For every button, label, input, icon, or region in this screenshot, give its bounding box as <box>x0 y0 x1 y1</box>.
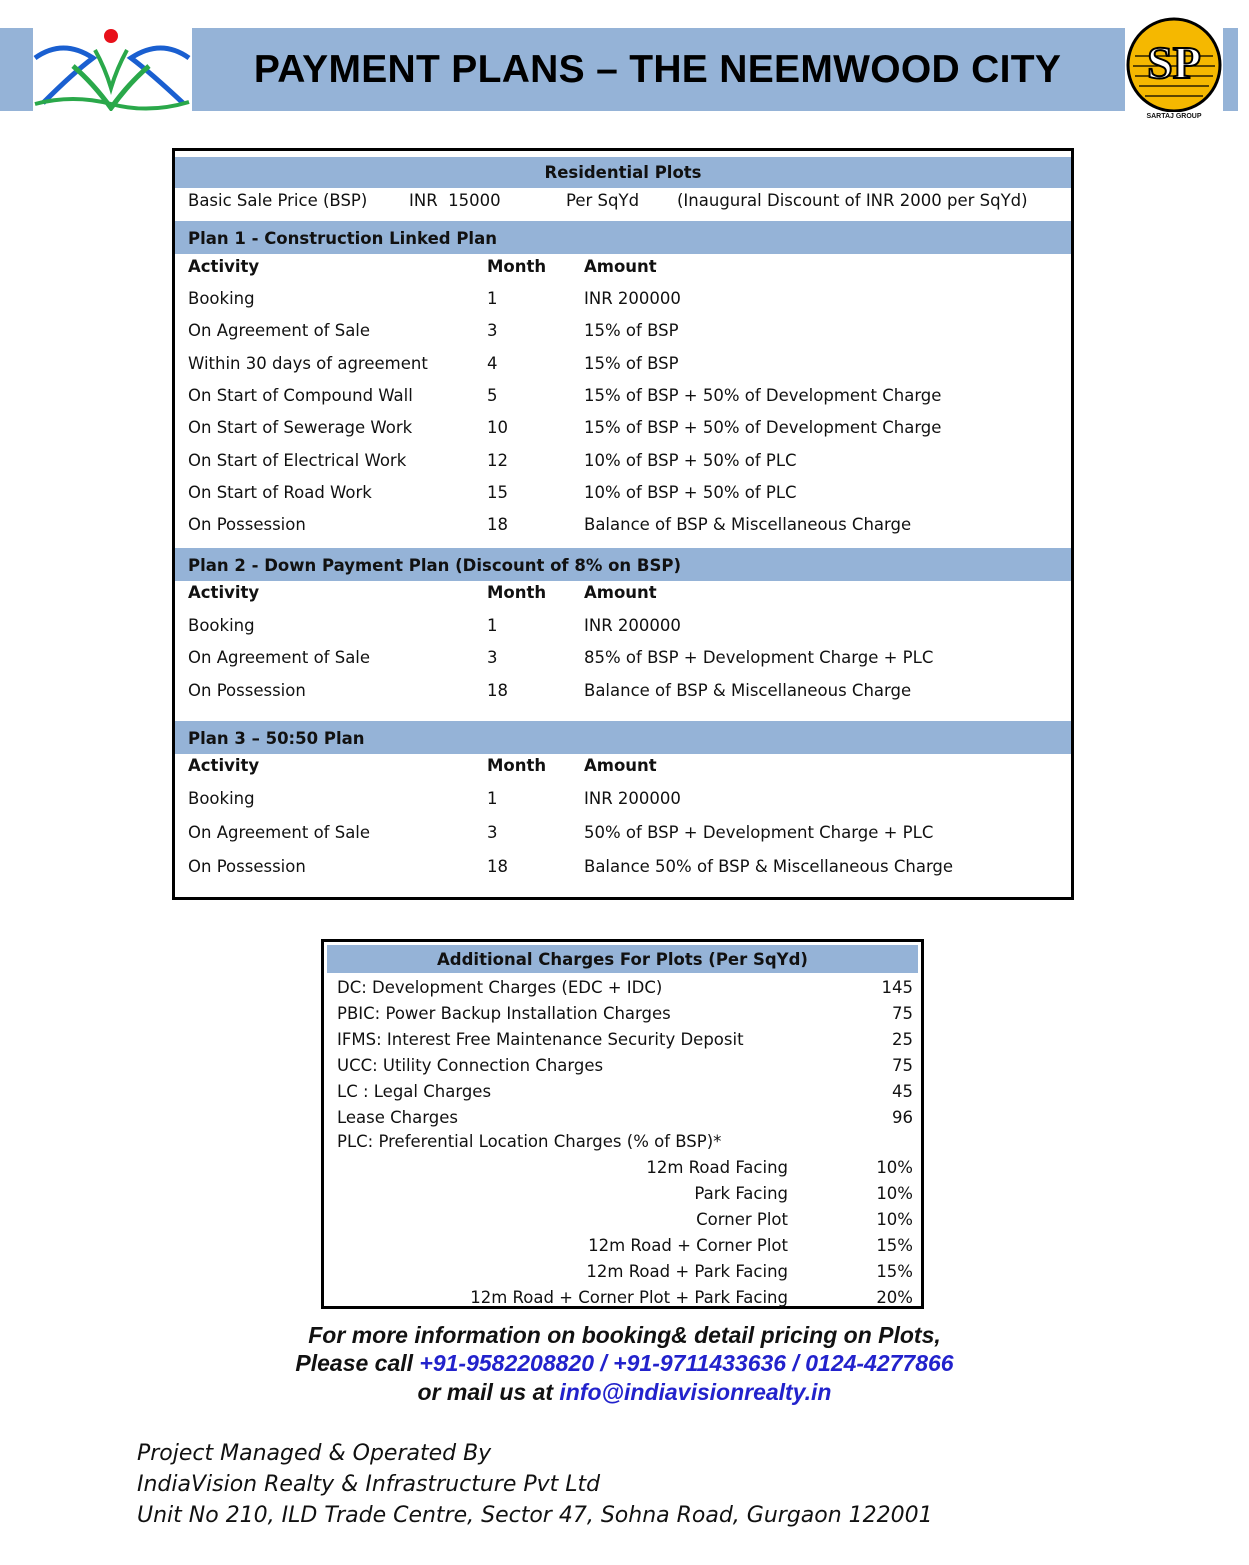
plan3-title: Plan 3 – 50:50 Plan <box>188 729 365 748</box>
table-title-band <box>175 157 1071 188</box>
col-amount: Amount <box>584 583 657 602</box>
table-row <box>175 681 1071 713</box>
indiavision-logo <box>33 28 192 111</box>
col-month: Month <box>487 756 547 775</box>
svg-text:SP: SP <box>1147 37 1201 88</box>
col-month: Month <box>487 583 547 602</box>
col-activity: Activity <box>188 583 260 602</box>
additional-charges-title: Additional Charges For Plots (Per SqYd) <box>327 945 918 973</box>
activity-cell: On Agreement of Sale <box>188 823 371 842</box>
table-row <box>175 354 1071 386</box>
activity-cell: On Possession <box>188 857 306 876</box>
activity-cell: Booking <box>188 289 255 308</box>
plc-title: PLC: Preferential Location Charges (% of BSP)* <box>337 1132 722 1151</box>
charge-label: DC: Development Charges (EDC + IDC) <box>337 978 663 997</box>
footer-company: IndiaVision Realty & Infrastructure Pvt Ltd <box>137 1472 601 1497</box>
plan1-header <box>175 221 1071 254</box>
plc-value: 10% <box>876 1210 913 1229</box>
plc-value: 20% <box>876 1288 913 1307</box>
logo-caption: SARTAJ GROUP <box>1146 113 1202 120</box>
month-cell: 4 <box>487 353 498 373</box>
activity-cell: Booking <box>188 616 255 635</box>
month-cell: 18 <box>487 857 508 876</box>
plan3-column-headers <box>175 756 1071 786</box>
amount-cell: 10% of BSP + 50% of PLC <box>584 482 797 502</box>
month-cell: 3 <box>487 648 498 668</box>
table-row <box>175 648 1071 680</box>
plc-value: 10% <box>876 1158 913 1177</box>
month-cell: 3 <box>487 321 498 341</box>
bsp-value: INR 15000 <box>409 191 501 210</box>
col-month: Month <box>487 257 547 276</box>
plan2-header <box>175 548 1071 581</box>
bsp-row <box>175 188 1071 218</box>
table-row <box>175 418 1071 450</box>
col-amount: Amount <box>584 257 657 276</box>
contact-line-3 <box>0 1379 1249 1406</box>
activity-cell: On Start of Compound Wall <box>188 385 413 405</box>
bsp-note: (Inaugural Discount of INR 2000 per SqYd) <box>677 191 1028 210</box>
month-cell: 3 <box>487 823 498 842</box>
month-cell: 5 <box>487 385 498 405</box>
table-row <box>175 857 1071 891</box>
plc-label: 12m Road + Corner Plot + Park Facing <box>470 1288 788 1307</box>
activity-cell: Booking <box>188 789 255 808</box>
month-cell: 1 <box>487 616 498 635</box>
table-row <box>175 515 1071 547</box>
charge-label: UCC: Utility Connection Charges <box>337 1056 604 1075</box>
month-cell: 15 <box>487 482 508 502</box>
charge-value: 145 <box>881 978 913 997</box>
col-amount: Amount <box>584 756 657 775</box>
plc-value: 15% <box>876 1236 913 1255</box>
plan1-column-headers <box>175 257 1071 287</box>
charge-label: IFMS: Interest Free Maintenance Security Deposit <box>337 1030 744 1049</box>
amount-cell: Balance of BSP & Miscellaneous Charge <box>584 515 912 535</box>
amount-cell: 85% of BSP + Development Charge + PLC <box>584 648 934 668</box>
col-activity: Activity <box>188 257 260 276</box>
charge-value: 25 <box>892 1030 913 1049</box>
month-cell: 1 <box>487 789 498 808</box>
email-link[interactable]: info@indiavisionrealty.in <box>559 1379 832 1405</box>
table-row <box>175 321 1071 353</box>
activity-cell: On Start of Road Work <box>188 482 372 502</box>
amount-cell: 15% of BSP <box>584 353 679 373</box>
charge-label: LC : Legal Charges <box>337 1082 492 1101</box>
table-row <box>175 451 1071 483</box>
amount-cell: 15% of BSP <box>584 321 679 341</box>
table-row <box>175 823 1071 857</box>
charge-label: Lease Charges <box>337 1108 458 1127</box>
mail-prefix: or mail us at <box>417 1379 560 1405</box>
table-row <box>175 483 1071 515</box>
phone-numbers[interactable]: +91-9582208820 / +91-9711433636 / 0124-4277866 <box>419 1350 954 1376</box>
amount-cell: INR 200000 <box>584 789 681 808</box>
table-row <box>175 386 1071 418</box>
amount-cell: INR 200000 <box>584 289 681 308</box>
footer-managed-by: Project Managed & Operated By <box>137 1441 492 1466</box>
plc-label: 12m Road Facing <box>646 1158 788 1177</box>
plc-label: 12m Road + Park Facing <box>586 1262 788 1281</box>
plc-value: 10% <box>876 1184 913 1203</box>
activity-cell: Within 30 days of agreement <box>188 353 428 373</box>
plc-label: 12m Road + Corner Plot <box>588 1236 788 1255</box>
amount-cell: Balance 50% of BSP & Miscellaneous Charge <box>584 857 954 876</box>
bsp-label: Basic Sale Price (BSP) <box>188 191 368 210</box>
plan1-title: Plan 1 - Construction Linked Plan <box>188 229 497 248</box>
activity-cell: On Possession <box>188 680 306 700</box>
plc-label: Corner Plot <box>696 1210 788 1229</box>
table-row <box>175 289 1071 321</box>
table-row <box>175 789 1071 823</box>
charge-value: 45 <box>892 1082 913 1101</box>
plc-label: Park Facing <box>694 1184 788 1203</box>
charge-label: PBIC: Power Backup Installation Charges <box>337 1004 671 1023</box>
page-title: PAYMENT PLANS – THE NEEMWOOD CITY <box>253 47 1062 91</box>
contact-line-1: For more information on booking& detail pricing on Plots, <box>308 1322 941 1348</box>
amount-cell: INR 200000 <box>584 616 681 635</box>
amount-cell: Balance of BSP & Miscellaneous Charge <box>584 680 912 700</box>
month-cell: 18 <box>487 515 508 535</box>
residential-title: Residential Plots <box>544 163 702 182</box>
additional-charges-table <box>321 939 924 1309</box>
activity-cell: On Agreement of Sale <box>188 321 371 341</box>
plc-value: 15% <box>876 1262 913 1281</box>
sartaj-group-logo <box>1125 16 1223 124</box>
charge-value: 75 <box>892 1004 913 1023</box>
footer-address: Unit No 210, ILD Trade Centre, Sector 47, Sohna Road, Gurgaon 122001 <box>137 1503 933 1528</box>
activity-cell: On Start of Electrical Work <box>188 450 407 470</box>
amount-cell: 10% of BSP + 50% of PLC <box>584 450 797 470</box>
bsp-unit: Per SqYd <box>566 191 640 210</box>
month-cell: 12 <box>487 450 508 470</box>
month-cell: 1 <box>487 289 498 308</box>
activity-cell: On Agreement of Sale <box>188 648 371 668</box>
col-activity: Activity <box>188 756 260 775</box>
charge-value: 75 <box>892 1056 913 1075</box>
amount-cell: 15% of BSP + 50% of Development Charge <box>584 385 942 405</box>
table-row <box>175 616 1071 648</box>
amount-cell: 15% of BSP + 50% of Development Charge <box>584 418 942 438</box>
plan3-header <box>175 721 1071 754</box>
activity-cell: On Start of Sewerage Work <box>188 418 413 438</box>
charge-value: 96 <box>892 1108 913 1127</box>
residential-plots-table <box>172 148 1074 900</box>
amount-cell: 50% of BSP + Development Charge + PLC <box>584 823 934 842</box>
contact-line-2 <box>0 1350 1249 1377</box>
plan2-column-headers <box>175 583 1071 613</box>
month-cell: 18 <box>487 680 508 700</box>
call-prefix: Please call <box>295 1350 420 1376</box>
plan2-title: Plan 2 - Down Payment Plan (Discount of 8% on BSP) <box>188 556 682 575</box>
month-cell: 10 <box>487 418 508 438</box>
activity-cell: On Possession <box>188 515 306 535</box>
